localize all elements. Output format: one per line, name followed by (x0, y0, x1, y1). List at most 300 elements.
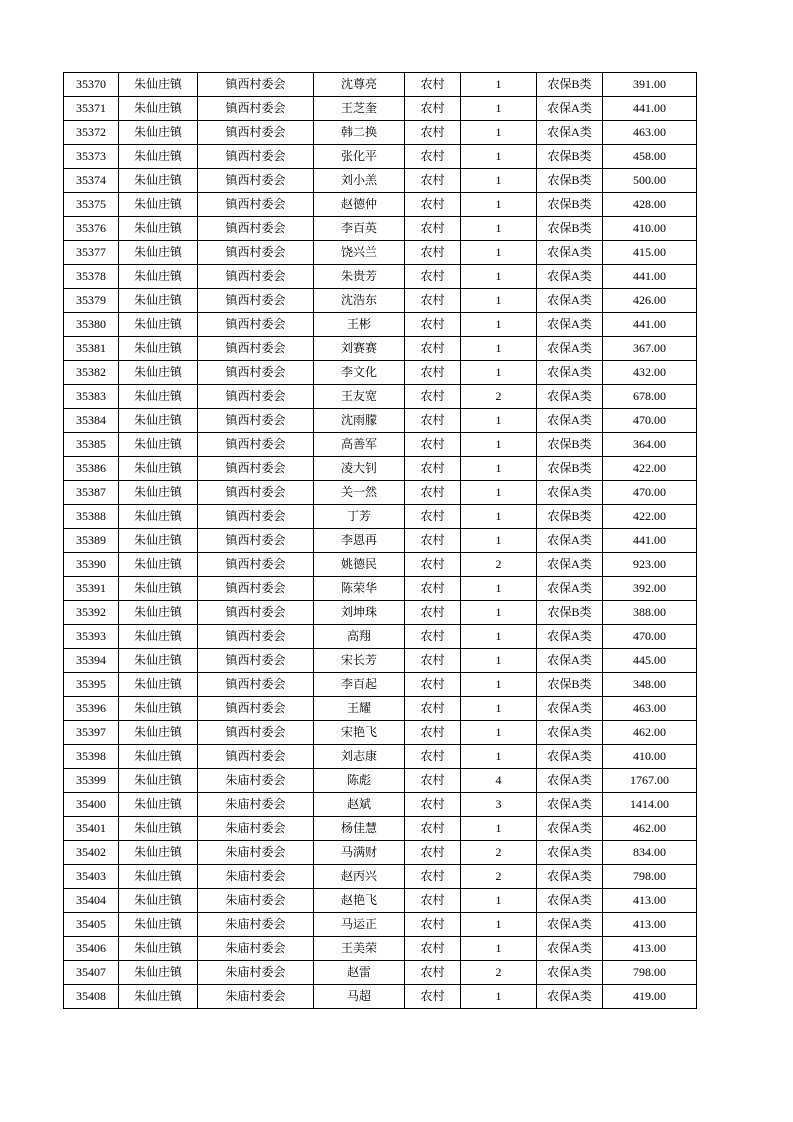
cell-village: 朱庙村委会 (198, 865, 314, 889)
table-row (64, 673, 697, 697)
cell-name: 沈浩东 (314, 289, 405, 313)
cell-category: 农保A类 (537, 289, 603, 313)
cell-residence: 农村 (405, 337, 461, 361)
cell-residence: 农村 (405, 97, 461, 121)
cell-name: 饶兴兰 (314, 241, 405, 265)
cell-name: 赵艳飞 (314, 889, 405, 913)
cell-id: 35404 (64, 889, 119, 913)
cell-name: 张化平 (314, 145, 405, 169)
cell-count: 2 (461, 553, 537, 577)
table-row (64, 841, 697, 865)
cell-count: 1 (461, 937, 537, 961)
cell-count: 1 (461, 673, 537, 697)
cell-id: 35407 (64, 961, 119, 985)
table-row (64, 817, 697, 841)
cell-category: 农保A类 (537, 793, 603, 817)
cell-name: 宋艳飞 (314, 721, 405, 745)
cell-town: 朱仙庄镇 (119, 889, 198, 913)
cell-id: 35383 (64, 385, 119, 409)
cell-count: 1 (461, 913, 537, 937)
cell-town: 朱仙庄镇 (119, 457, 198, 481)
cell-name: 韩二换 (314, 121, 405, 145)
cell-residence: 农村 (405, 217, 461, 241)
cell-town: 朱仙庄镇 (119, 529, 198, 553)
cell-category: 农保A类 (537, 409, 603, 433)
cell-name: 马运正 (314, 913, 405, 937)
cell-category: 农保B类 (537, 193, 603, 217)
table-row (64, 985, 697, 1009)
table-row (64, 73, 697, 97)
cell-residence: 农村 (405, 961, 461, 985)
cell-category: 农保A类 (537, 865, 603, 889)
cell-amount: 462.00 (603, 817, 697, 841)
cell-amount: 410.00 (603, 217, 697, 241)
cell-id: 35386 (64, 457, 119, 481)
cell-residence: 农村 (405, 289, 461, 313)
cell-count: 1 (461, 313, 537, 337)
cell-name: 宋长芳 (314, 649, 405, 673)
cell-name: 李百英 (314, 217, 405, 241)
cell-id: 35403 (64, 865, 119, 889)
cell-name: 凌大钊 (314, 457, 405, 481)
cell-name: 王耀 (314, 697, 405, 721)
table-row (64, 721, 697, 745)
cell-id: 35408 (64, 985, 119, 1009)
cell-residence: 农村 (405, 625, 461, 649)
cell-id: 35374 (64, 169, 119, 193)
cell-village: 镇西村委会 (198, 265, 314, 289)
cell-name: 沈雨朦 (314, 409, 405, 433)
cell-village: 镇西村委会 (198, 625, 314, 649)
cell-town: 朱仙庄镇 (119, 553, 198, 577)
cell-id: 35394 (64, 649, 119, 673)
table-row (64, 265, 697, 289)
cell-village: 镇西村委会 (198, 649, 314, 673)
cell-count: 4 (461, 769, 537, 793)
cell-town: 朱仙庄镇 (119, 673, 198, 697)
cell-id: 35390 (64, 553, 119, 577)
cell-village: 镇西村委会 (198, 697, 314, 721)
table-row (64, 697, 697, 721)
cell-id: 35397 (64, 721, 119, 745)
cell-category: 农保A类 (537, 337, 603, 361)
cell-amount: 392.00 (603, 577, 697, 601)
cell-category: 农保A类 (537, 265, 603, 289)
cell-town: 朱仙庄镇 (119, 313, 198, 337)
cell-category: 农保A类 (537, 649, 603, 673)
table-row (64, 313, 697, 337)
cell-id: 35384 (64, 409, 119, 433)
cell-count: 1 (461, 985, 537, 1009)
cell-category: 农保A类 (537, 625, 603, 649)
cell-residence: 农村 (405, 673, 461, 697)
cell-town: 朱仙庄镇 (119, 337, 198, 361)
cell-amount: 413.00 (603, 937, 697, 961)
cell-amount: 441.00 (603, 265, 697, 289)
cell-name: 陈荣华 (314, 577, 405, 601)
cell-village: 朱庙村委会 (198, 961, 314, 985)
cell-count: 2 (461, 865, 537, 889)
cell-residence: 农村 (405, 649, 461, 673)
cell-id: 35399 (64, 769, 119, 793)
cell-town: 朱仙庄镇 (119, 97, 198, 121)
cell-id: 35376 (64, 217, 119, 241)
cell-village: 镇西村委会 (198, 385, 314, 409)
cell-amount: 458.00 (603, 145, 697, 169)
cell-amount: 364.00 (603, 433, 697, 457)
cell-town: 朱仙庄镇 (119, 385, 198, 409)
table-row (64, 529, 697, 553)
cell-village: 镇西村委会 (198, 529, 314, 553)
cell-residence: 农村 (405, 73, 461, 97)
table-row (64, 337, 697, 361)
cell-village: 镇西村委会 (198, 745, 314, 769)
cell-count: 2 (461, 961, 537, 985)
cell-village: 镇西村委会 (198, 73, 314, 97)
cell-category: 农保B类 (537, 433, 603, 457)
cell-category: 农保A类 (537, 745, 603, 769)
cell-village: 镇西村委会 (198, 361, 314, 385)
cell-residence: 农村 (405, 409, 461, 433)
cell-count: 1 (461, 289, 537, 313)
cell-residence: 农村 (405, 577, 461, 601)
cell-id: 35389 (64, 529, 119, 553)
table-row (64, 553, 697, 577)
cell-town: 朱仙庄镇 (119, 961, 198, 985)
cell-count: 1 (461, 241, 537, 265)
cell-amount: 441.00 (603, 97, 697, 121)
cell-town: 朱仙庄镇 (119, 721, 198, 745)
cell-count: 1 (461, 721, 537, 745)
cell-id: 35387 (64, 481, 119, 505)
cell-id: 35385 (64, 433, 119, 457)
cell-town: 朱仙庄镇 (119, 937, 198, 961)
cell-category: 农保B类 (537, 505, 603, 529)
cell-residence: 农村 (405, 841, 461, 865)
cell-category: 农保A类 (537, 97, 603, 121)
cell-town: 朱仙庄镇 (119, 145, 198, 169)
cell-town: 朱仙庄镇 (119, 241, 198, 265)
cell-name: 李文化 (314, 361, 405, 385)
cell-name: 高翔 (314, 625, 405, 649)
cell-residence: 农村 (405, 937, 461, 961)
cell-category: 农保A类 (537, 385, 603, 409)
cell-town: 朱仙庄镇 (119, 913, 198, 937)
cell-name: 朱贵芳 (314, 265, 405, 289)
table-row (64, 601, 697, 625)
table-row (64, 145, 697, 169)
cell-count: 1 (461, 745, 537, 769)
cell-count: 1 (461, 817, 537, 841)
cell-category: 农保A类 (537, 721, 603, 745)
cell-residence: 农村 (405, 817, 461, 841)
cell-residence: 农村 (405, 265, 461, 289)
cell-count: 1 (461, 625, 537, 649)
cell-category: 农保B类 (537, 673, 603, 697)
cell-name: 王友宽 (314, 385, 405, 409)
table-body (64, 73, 697, 1009)
cell-village: 朱庙村委会 (198, 841, 314, 865)
cell-amount: 462.00 (603, 721, 697, 745)
cell-town: 朱仙庄镇 (119, 649, 198, 673)
cell-residence: 农村 (405, 361, 461, 385)
cell-residence: 农村 (405, 913, 461, 937)
cell-count: 1 (461, 97, 537, 121)
cell-id: 35388 (64, 505, 119, 529)
cell-name: 李百起 (314, 673, 405, 697)
cell-amount: 348.00 (603, 673, 697, 697)
cell-category: 农保A类 (537, 121, 603, 145)
cell-town: 朱仙庄镇 (119, 361, 198, 385)
cell-town: 朱仙庄镇 (119, 73, 198, 97)
table-row (64, 289, 697, 313)
cell-amount: 798.00 (603, 961, 697, 985)
cell-count: 1 (461, 121, 537, 145)
cell-category: 农保B类 (537, 73, 603, 97)
cell-town: 朱仙庄镇 (119, 625, 198, 649)
cell-residence: 农村 (405, 601, 461, 625)
cell-amount: 410.00 (603, 745, 697, 769)
cell-id: 35373 (64, 145, 119, 169)
table-row (64, 745, 697, 769)
cell-category: 农保A类 (537, 817, 603, 841)
cell-village: 镇西村委会 (198, 313, 314, 337)
cell-village: 镇西村委会 (198, 145, 314, 169)
cell-id: 35372 (64, 121, 119, 145)
cell-id: 35377 (64, 241, 119, 265)
cell-count: 1 (461, 265, 537, 289)
cell-village: 镇西村委会 (198, 673, 314, 697)
cell-village: 镇西村委会 (198, 601, 314, 625)
cell-village: 镇西村委会 (198, 721, 314, 745)
cell-category: 农保A类 (537, 361, 603, 385)
cell-count: 1 (461, 889, 537, 913)
cell-town: 朱仙庄镇 (119, 121, 198, 145)
cell-residence: 农村 (405, 193, 461, 217)
cell-residence: 农村 (405, 481, 461, 505)
cell-residence: 农村 (405, 697, 461, 721)
cell-count: 1 (461, 145, 537, 169)
cell-id: 35378 (64, 265, 119, 289)
cell-amount: 391.00 (603, 73, 697, 97)
cell-category: 农保A类 (537, 481, 603, 505)
table-row (64, 433, 697, 457)
cell-name: 王彬 (314, 313, 405, 337)
cell-id: 35393 (64, 625, 119, 649)
cell-count: 1 (461, 577, 537, 601)
cell-name: 刘志康 (314, 745, 405, 769)
table-row (64, 769, 697, 793)
cell-category: 农保A类 (537, 985, 603, 1009)
cell-name: 刘小羔 (314, 169, 405, 193)
table-row (64, 481, 697, 505)
table-row (64, 241, 697, 265)
cell-village: 镇西村委会 (198, 193, 314, 217)
table-row (64, 649, 697, 673)
cell-id: 35406 (64, 937, 119, 961)
cell-name: 杨佳慧 (314, 817, 405, 841)
cell-name: 赵斌 (314, 793, 405, 817)
table-row (64, 793, 697, 817)
cell-category: 农保A类 (537, 697, 603, 721)
cell-village: 朱庙村委会 (198, 937, 314, 961)
cell-name: 王芝奎 (314, 97, 405, 121)
cell-category: 农保A类 (537, 313, 603, 337)
benefits-table (63, 72, 697, 1009)
cell-category: 农保B类 (537, 457, 603, 481)
cell-category: 农保A类 (537, 577, 603, 601)
cell-count: 1 (461, 73, 537, 97)
cell-id: 35370 (64, 73, 119, 97)
cell-id: 35396 (64, 697, 119, 721)
cell-count: 1 (461, 529, 537, 553)
cell-count: 1 (461, 361, 537, 385)
cell-amount: 470.00 (603, 409, 697, 433)
cell-category: 农保A类 (537, 961, 603, 985)
table-row (64, 457, 697, 481)
cell-name: 刘赛赛 (314, 337, 405, 361)
cell-id: 35375 (64, 193, 119, 217)
cell-count: 1 (461, 409, 537, 433)
cell-name: 丁芳 (314, 505, 405, 529)
cell-id: 35405 (64, 913, 119, 937)
cell-town: 朱仙庄镇 (119, 265, 198, 289)
cell-residence: 农村 (405, 889, 461, 913)
cell-town: 朱仙庄镇 (119, 289, 198, 313)
cell-name: 陈彪 (314, 769, 405, 793)
cell-name: 李恩再 (314, 529, 405, 553)
cell-category: 农保A类 (537, 937, 603, 961)
table-row (64, 169, 697, 193)
cell-residence: 农村 (405, 745, 461, 769)
cell-count: 1 (461, 601, 537, 625)
cell-name: 高善军 (314, 433, 405, 457)
cell-count: 1 (461, 337, 537, 361)
cell-village: 镇西村委会 (198, 97, 314, 121)
cell-amount: 367.00 (603, 337, 697, 361)
cell-amount: 1767.00 (603, 769, 697, 793)
cell-residence: 农村 (405, 433, 461, 457)
cell-village: 镇西村委会 (198, 505, 314, 529)
table-row (64, 625, 697, 649)
cell-category: 农保B类 (537, 601, 603, 625)
cell-village: 镇西村委会 (198, 409, 314, 433)
cell-residence: 农村 (405, 721, 461, 745)
cell-name: 赵雷 (314, 961, 405, 985)
cell-town: 朱仙庄镇 (119, 985, 198, 1009)
cell-village: 朱庙村委会 (198, 817, 314, 841)
cell-town: 朱仙庄镇 (119, 769, 198, 793)
cell-count: 1 (461, 505, 537, 529)
table-row (64, 961, 697, 985)
table-row (64, 937, 697, 961)
cell-name: 马满财 (314, 841, 405, 865)
cell-count: 2 (461, 385, 537, 409)
cell-town: 朱仙庄镇 (119, 817, 198, 841)
cell-residence: 农村 (405, 241, 461, 265)
cell-residence: 农村 (405, 121, 461, 145)
cell-count: 1 (461, 649, 537, 673)
cell-count: 2 (461, 841, 537, 865)
cell-town: 朱仙庄镇 (119, 577, 198, 601)
table-row (64, 913, 697, 937)
cell-amount: 413.00 (603, 913, 697, 937)
cell-town: 朱仙庄镇 (119, 193, 198, 217)
cell-category: 农保A类 (537, 553, 603, 577)
cell-id: 35381 (64, 337, 119, 361)
cell-count: 1 (461, 481, 537, 505)
cell-count: 1 (461, 193, 537, 217)
cell-category: 农保B类 (537, 145, 603, 169)
table-row (64, 97, 697, 121)
cell-amount: 388.00 (603, 601, 697, 625)
cell-residence: 农村 (405, 457, 461, 481)
cell-amount: 1414.00 (603, 793, 697, 817)
cell-village: 朱庙村委会 (198, 889, 314, 913)
cell-amount: 678.00 (603, 385, 697, 409)
cell-residence: 农村 (405, 865, 461, 889)
cell-id: 35395 (64, 673, 119, 697)
cell-amount: 463.00 (603, 697, 697, 721)
cell-name: 王美荣 (314, 937, 405, 961)
cell-village: 镇西村委会 (198, 241, 314, 265)
cell-category: 农保B类 (537, 169, 603, 193)
cell-village: 镇西村委会 (198, 217, 314, 241)
cell-name: 赵德仲 (314, 193, 405, 217)
cell-village: 朱庙村委会 (198, 985, 314, 1009)
cell-town: 朱仙庄镇 (119, 745, 198, 769)
cell-amount: 441.00 (603, 313, 697, 337)
cell-residence: 农村 (405, 793, 461, 817)
cell-town: 朱仙庄镇 (119, 481, 198, 505)
cell-town: 朱仙庄镇 (119, 505, 198, 529)
cell-id: 35401 (64, 817, 119, 841)
table-row (64, 121, 697, 145)
cell-count: 1 (461, 169, 537, 193)
cell-amount: 422.00 (603, 457, 697, 481)
cell-amount: 419.00 (603, 985, 697, 1009)
cell-village: 镇西村委会 (198, 121, 314, 145)
cell-residence: 农村 (405, 505, 461, 529)
table-row (64, 889, 697, 913)
cell-amount: 422.00 (603, 505, 697, 529)
cell-town: 朱仙庄镇 (119, 409, 198, 433)
cell-name: 刘坤珠 (314, 601, 405, 625)
cell-amount: 834.00 (603, 841, 697, 865)
cell-town: 朱仙庄镇 (119, 601, 198, 625)
cell-category: 农保A类 (537, 913, 603, 937)
cell-amount: 426.00 (603, 289, 697, 313)
cell-residence: 农村 (405, 553, 461, 577)
cell-village: 镇西村委会 (198, 553, 314, 577)
table-row (64, 505, 697, 529)
cell-amount: 428.00 (603, 193, 697, 217)
cell-village: 镇西村委会 (198, 169, 314, 193)
table-row (64, 217, 697, 241)
cell-village: 镇西村委会 (198, 433, 314, 457)
cell-village: 朱庙村委会 (198, 913, 314, 937)
cell-name: 沈尊亮 (314, 73, 405, 97)
cell-category: 农保B类 (537, 217, 603, 241)
cell-count: 3 (461, 793, 537, 817)
cell-id: 35371 (64, 97, 119, 121)
cell-id: 35391 (64, 577, 119, 601)
cell-amount: 470.00 (603, 625, 697, 649)
cell-village: 镇西村委会 (198, 337, 314, 361)
cell-amount: 470.00 (603, 481, 697, 505)
cell-village: 镇西村委会 (198, 481, 314, 505)
cell-amount: 463.00 (603, 121, 697, 145)
